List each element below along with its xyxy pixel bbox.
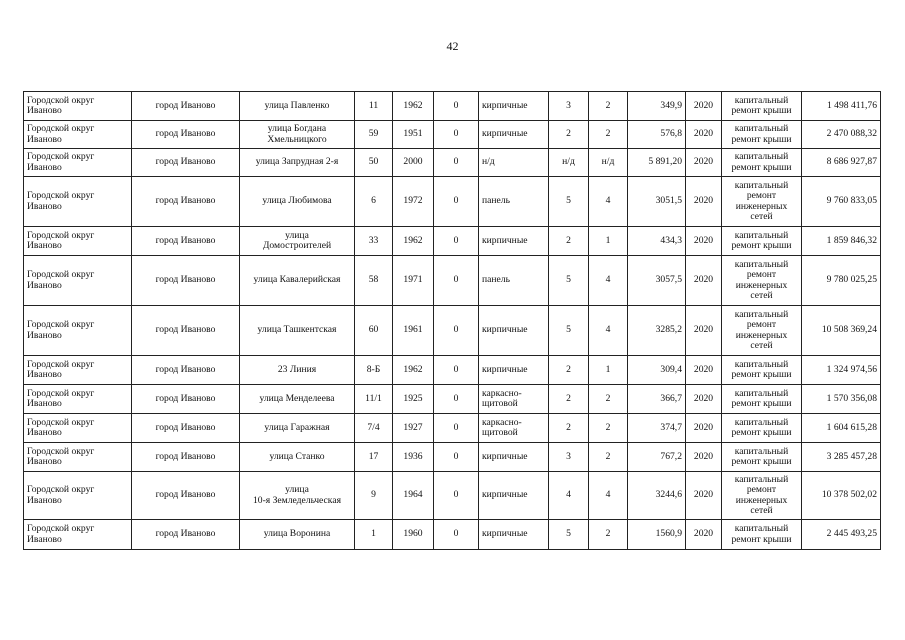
work-type-cell: капитальный ремонт крыши <box>722 385 802 414</box>
floors-cell: 5 <box>549 306 589 356</box>
wall-material-cell: каркасно- щитовой <box>479 414 549 443</box>
table-row <box>24 306 881 356</box>
house-number-cell: 59 <box>355 121 393 149</box>
plan-year-cell: 2020 <box>686 306 722 356</box>
district-cell: Городской округ Иваново <box>24 149 132 177</box>
street-cell: улица Богдана Хмельницкого <box>240 121 355 149</box>
floors-cell: 3 <box>549 443 589 472</box>
area-cell: 3285,2 <box>628 306 686 356</box>
work-type-cell: капитальный ремонт крыши <box>722 149 802 177</box>
street-cell: улица Гаражная <box>240 414 355 443</box>
district-cell: Городской округ Иваново <box>24 443 132 472</box>
city-cell: город Иваново <box>132 227 240 256</box>
work-type-cell: капитальный ремонт инженерных сетей <box>722 177 802 227</box>
flag-cell: 0 <box>434 520 479 550</box>
city-cell: город Иваново <box>132 306 240 356</box>
house-number-cell: 50 <box>355 149 393 177</box>
flag-cell: 0 <box>434 306 479 356</box>
area-cell: 767,2 <box>628 443 686 472</box>
entrances-cell: 2 <box>589 385 628 414</box>
floors-cell: 2 <box>549 356 589 385</box>
wall-material-cell: кирпичные <box>479 443 549 472</box>
work-type-cell: капитальный ремонт крыши <box>722 414 802 443</box>
area-cell: 576,8 <box>628 121 686 149</box>
cost-cell: 2 470 088,32 <box>802 121 881 149</box>
city-cell: город Иваново <box>132 385 240 414</box>
street-cell: улица Запрудная 2-я <box>240 149 355 177</box>
cost-cell: 8 686 927,87 <box>802 149 881 177</box>
city-cell: город Иваново <box>132 92 240 121</box>
cost-cell: 2 445 493,25 <box>802 520 881 550</box>
city-cell: город Иваново <box>132 356 240 385</box>
plan-year-cell: 2020 <box>686 121 722 149</box>
street-cell: улица Любимова <box>240 177 355 227</box>
house-number-cell: 6 <box>355 177 393 227</box>
area-cell: 3057,5 <box>628 256 686 306</box>
build-year-cell: 1964 <box>393 472 434 520</box>
flag-cell: 0 <box>434 92 479 121</box>
table-row <box>24 414 881 443</box>
wall-material-cell: кирпичные <box>479 227 549 256</box>
table-row <box>24 472 881 520</box>
house-number-cell: 11/1 <box>355 385 393 414</box>
build-year-cell: 1971 <box>393 256 434 306</box>
street-cell: улица 10-я Земледельческая <box>240 472 355 520</box>
street-cell: улица Кавалерийская <box>240 256 355 306</box>
district-cell: Городской округ Иваново <box>24 356 132 385</box>
floors-cell: 4 <box>549 472 589 520</box>
district-cell: Городской округ Иваново <box>24 121 132 149</box>
wall-material-cell: кирпичные <box>479 520 549 550</box>
entrances-cell: 1 <box>589 356 628 385</box>
street-cell: улица Домостроителей <box>240 227 355 256</box>
district-cell: Городской округ Иваново <box>24 227 132 256</box>
cost-cell: 10 378 502,02 <box>802 472 881 520</box>
wall-material-cell: каркасно- щитовой <box>479 385 549 414</box>
build-year-cell: 1962 <box>393 356 434 385</box>
table-row <box>24 149 881 177</box>
plan-year-cell: 2020 <box>686 256 722 306</box>
flag-cell: 0 <box>434 256 479 306</box>
plan-year-cell: 2020 <box>686 356 722 385</box>
district-cell: Городской округ Иваново <box>24 520 132 550</box>
district-cell: Городской округ Иваново <box>24 92 132 121</box>
build-year-cell: 1927 <box>393 414 434 443</box>
street-cell: улица Менделеева <box>240 385 355 414</box>
entrances-cell: 2 <box>589 414 628 443</box>
entrances-cell: 2 <box>589 121 628 149</box>
plan-year-cell: 2020 <box>686 443 722 472</box>
house-number-cell: 8-Б <box>355 356 393 385</box>
district-cell: Городской округ Иваново <box>24 472 132 520</box>
cost-cell: 1 498 411,76 <box>802 92 881 121</box>
work-type-cell: капитальный ремонт крыши <box>722 92 802 121</box>
housing-repair-table <box>23 91 881 550</box>
floors-cell: 3 <box>549 92 589 121</box>
build-year-cell: 1962 <box>393 92 434 121</box>
work-type-cell: капитальный ремонт крыши <box>722 227 802 256</box>
wall-material-cell: кирпичные <box>479 92 549 121</box>
entrances-cell: 2 <box>589 520 628 550</box>
street-cell: улица Станко <box>240 443 355 472</box>
entrances-cell: 4 <box>589 306 628 356</box>
wall-material-cell: панель <box>479 177 549 227</box>
floors-cell: н/д <box>549 149 589 177</box>
house-number-cell: 17 <box>355 443 393 472</box>
table-row <box>24 121 881 149</box>
flag-cell: 0 <box>434 472 479 520</box>
area-cell: 309,4 <box>628 356 686 385</box>
plan-year-cell: 2020 <box>686 227 722 256</box>
floors-cell: 5 <box>549 177 589 227</box>
work-type-cell: капитальный ремонт крыши <box>722 121 802 149</box>
house-number-cell: 7/4 <box>355 414 393 443</box>
floors-cell: 2 <box>549 227 589 256</box>
city-cell: город Иваново <box>132 177 240 227</box>
flag-cell: 0 <box>434 414 479 443</box>
wall-material-cell: панель <box>479 256 549 306</box>
district-cell: Городской округ Иваново <box>24 177 132 227</box>
city-cell: город Иваново <box>132 121 240 149</box>
table-row <box>24 520 881 550</box>
work-type-cell: капитальный ремонт инженерных сетей <box>722 472 802 520</box>
table-body <box>24 92 881 550</box>
build-year-cell: 1925 <box>393 385 434 414</box>
build-year-cell: 1961 <box>393 306 434 356</box>
wall-material-cell: кирпичные <box>479 306 549 356</box>
plan-year-cell: 2020 <box>686 177 722 227</box>
area-cell: 374,7 <box>628 414 686 443</box>
city-cell: город Иваново <box>132 443 240 472</box>
work-type-cell: капитальный ремонт инженерных сетей <box>722 306 802 356</box>
work-type-cell: капитальный ремонт крыши <box>722 443 802 472</box>
district-cell: Городской округ Иваново <box>24 414 132 443</box>
table-row <box>24 443 881 472</box>
flag-cell: 0 <box>434 149 479 177</box>
flag-cell: 0 <box>434 121 479 149</box>
house-number-cell: 33 <box>355 227 393 256</box>
build-year-cell: 1951 <box>393 121 434 149</box>
table-row <box>24 356 881 385</box>
table-row <box>24 227 881 256</box>
cost-cell: 9 760 833,05 <box>802 177 881 227</box>
table-row <box>24 92 881 121</box>
cost-cell: 10 508 369,24 <box>802 306 881 356</box>
district-cell: Городской округ Иваново <box>24 385 132 414</box>
build-year-cell: 2000 <box>393 149 434 177</box>
entrances-cell: н/д <box>589 149 628 177</box>
area-cell: 5 891,20 <box>628 149 686 177</box>
flag-cell: 0 <box>434 443 479 472</box>
floors-cell: 2 <box>549 414 589 443</box>
street-cell: 23 Линия <box>240 356 355 385</box>
cost-cell: 1 859 846,32 <box>802 227 881 256</box>
flag-cell: 0 <box>434 177 479 227</box>
area-cell: 3051,5 <box>628 177 686 227</box>
plan-year-cell: 2020 <box>686 385 722 414</box>
table-row <box>24 385 881 414</box>
plan-year-cell: 2020 <box>686 92 722 121</box>
city-cell: город Иваново <box>132 414 240 443</box>
wall-material-cell: кирпичные <box>479 472 549 520</box>
table-row <box>24 256 881 306</box>
build-year-cell: 1972 <box>393 177 434 227</box>
district-cell: Городской округ Иваново <box>24 256 132 306</box>
wall-material-cell: кирпичные <box>479 121 549 149</box>
area-cell: 3244,6 <box>628 472 686 520</box>
flag-cell: 0 <box>434 356 479 385</box>
area-cell: 349,9 <box>628 92 686 121</box>
area-cell: 1560,9 <box>628 520 686 550</box>
build-year-cell: 1962 <box>393 227 434 256</box>
work-type-cell: капитальный ремонт инженерных сетей <box>722 256 802 306</box>
page-number: 42 <box>446 39 459 53</box>
build-year-cell: 1960 <box>393 520 434 550</box>
floors-cell: 5 <box>549 520 589 550</box>
wall-material-cell: н/д <box>479 149 549 177</box>
work-type-cell: капитальный ремонт крыши <box>722 356 802 385</box>
cost-cell: 3 285 457,28 <box>802 443 881 472</box>
area-cell: 366,7 <box>628 385 686 414</box>
street-cell: улица Ташкентская <box>240 306 355 356</box>
flag-cell: 0 <box>434 385 479 414</box>
plan-year-cell: 2020 <box>686 472 722 520</box>
floors-cell: 5 <box>549 256 589 306</box>
entrances-cell: 4 <box>589 472 628 520</box>
entrances-cell: 2 <box>589 92 628 121</box>
street-cell: улица Воронина <box>240 520 355 550</box>
cost-cell: 1 324 974,56 <box>802 356 881 385</box>
wall-material-cell: кирпичные <box>479 356 549 385</box>
plan-year-cell: 2020 <box>686 149 722 177</box>
city-cell: город Иваново <box>132 149 240 177</box>
cost-cell: 9 780 025,25 <box>802 256 881 306</box>
house-number-cell: 9 <box>355 472 393 520</box>
cost-cell: 1 604 615,28 <box>802 414 881 443</box>
plan-year-cell: 2020 <box>686 414 722 443</box>
house-number-cell: 1 <box>355 520 393 550</box>
city-cell: город Иваново <box>132 520 240 550</box>
city-cell: город Иваново <box>132 256 240 306</box>
entrances-cell: 4 <box>589 177 628 227</box>
entrances-cell: 1 <box>589 227 628 256</box>
area-cell: 434,3 <box>628 227 686 256</box>
house-number-cell: 60 <box>355 306 393 356</box>
flag-cell: 0 <box>434 227 479 256</box>
house-number-cell: 58 <box>355 256 393 306</box>
table-row <box>24 177 881 227</box>
cost-cell: 1 570 356,08 <box>802 385 881 414</box>
build-year-cell: 1936 <box>393 443 434 472</box>
street-cell: улица Павленко <box>240 92 355 121</box>
work-type-cell: капитальный ремонт крыши <box>722 520 802 550</box>
entrances-cell: 4 <box>589 256 628 306</box>
plan-year-cell: 2020 <box>686 520 722 550</box>
house-number-cell: 11 <box>355 92 393 121</box>
floors-cell: 2 <box>549 121 589 149</box>
city-cell: город Иваново <box>132 472 240 520</box>
entrances-cell: 2 <box>589 443 628 472</box>
district-cell: Городской округ Иваново <box>24 306 132 356</box>
floors-cell: 2 <box>549 385 589 414</box>
